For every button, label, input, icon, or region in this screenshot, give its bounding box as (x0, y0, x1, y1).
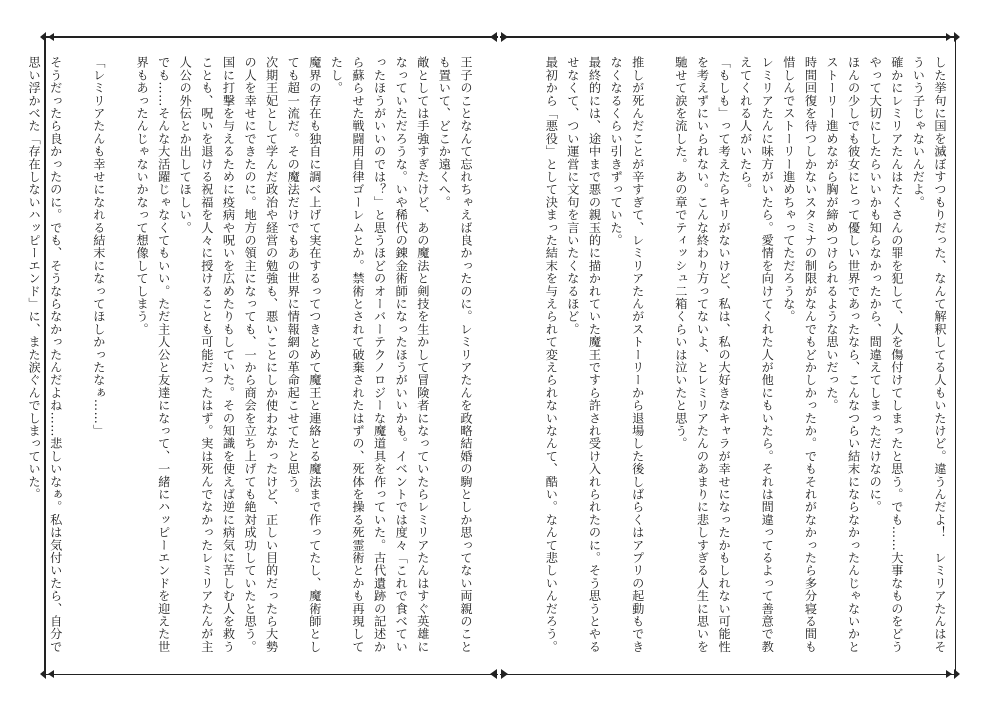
center-gutter (498, 36, 500, 675)
ornament-top-right-icon (940, 30, 962, 44)
left-paragraph-3: 魔界の存在も独自に調べ上げて実在するってつきとめて魔王と連絡とる魔法まで作ってたし、魔術師としても超一流だ。その魔法だけでもあの世界に情報網の革命起こせてたと思う。 (286, 56, 322, 653)
right-paragraph-1: した挙句に国を滅ぼすつもりだった、なんて解釈してる人もいたけど。違うんだよ！ レミリアたんはそういう子じゃないんだよ。 (911, 56, 947, 653)
right-paragraph-2: 確かにレミリアたんはたくさんの罪を犯して、人を傷付けてしまったと思う。でも……大事なものをどうやって大切にしたらいいかも知らなかったから、間違えてしまっただけなのに。 (868, 56, 904, 653)
ornament-bottom-center-icon (488, 667, 510, 681)
left-paragraph-6: でも……そんな大活躍じゃなくてもいい。ただ主人公と友達になって、一緒にハッピーエンドを迎えた世界もあったんじゃないかなって想像してしまう。 (135, 56, 171, 653)
right-paragraph-5: レミリアたんに味方がいたら。愛情を向けてくれた人が他にもいたら。それは間違ってるよって善意で教えてくれる人がいたら。 (738, 56, 775, 653)
frame-right-border (955, 36, 957, 675)
ornament-bottom-right-icon (940, 667, 962, 681)
left-paragraph-4: 次期王妃として学んだ政治や経営の勉強も、悪いことにしか使わなかったけど、正しい目的だったら大勢の人を幸せにできたのに。地方の領主になっても、一から商会を立ち上げても絶対成功していたと思う。 (243, 56, 279, 653)
left-paragraph-5: 国に打撃を与えるために疫病や呪いを広めたりもしていた。その知識を使えば逆に病気に苦しむ人を救うことも、呪いを退ける祝福を人々に授けることも可能だったはず。実は死んでなかったレミリアたんが主人公の外伝とか出してほしい。 (178, 56, 236, 653)
left-paragraph-2: 敵としては手強すぎたけど、あの魔法と剣技を生かして冒険者になっていたらレミリアたんはすぐ英雄になっていただろうな。いや稀代の錬金術師になったほうがいいかも。イベントでは度々「これで食べていったほうがいいのでは？」と思うほどのオーバーテクノロジーな魔道具を作っていた。古代遺跡の記述から蘇らせた戦闘用自律ゴーレムとか。禁術とされて破棄されたはずの、死体を操る死霊術とかも再現してたし。 (329, 56, 430, 653)
right-paragraph-8: 最終的には、途中まで悪の親玉的に描かれていた魔王ですら許され受け入れられたのに。そう思うとやるせなくて、つい運営に文句を言いたくなるほど。 (565, 56, 602, 653)
right-paragraph-7: 推しが死んだことが辛すぎて、レミリアたんがストーリーから退場した後しばらくはアプリの起動もできなくなるくらい引きずっていた。 (609, 56, 645, 653)
ornament-bottom-left-icon (38, 667, 60, 681)
right-paragraph-6: 「もしも」って考えたらキリがないけど、私は、私の大好きなキャラが幸せになったかもしれない可能性を考えずにいられない。こんな終わり方ってないよ、とレミリアたんのあまりに悲しすぎる人生に思いを馳せて涙を流した。あの章でティッシュ二箱くらいは泣いたと思う。 (673, 56, 732, 653)
left-paragraph-8: そうだったら良かったのに。でも、そうならなかったんだよね……悲しいなぁ。私は気付いたら、自分で思い浮かべた「存在しないハッピーエンド」に、また涙ぐんでしまっていた。 (27, 56, 63, 653)
left-paragraph-1: 王子のことなんて忘れちゃえば良かったのに。レミリアたんを政略結婚の駒としか思ってない両親のことも置いて、どこか遠くへ。 (437, 56, 473, 653)
left-page-text (27, 56, 476, 656)
right-page-text (544, 56, 950, 656)
ornament-top-left-icon (38, 30, 60, 44)
ornament-top-center-icon (488, 30, 510, 44)
right-paragraph-4: 時間回復を待つしかないスタミナの制限がなんでもどかしかったか。でもそれがなかったら多分寝る間も惜しんでストーリー進めちゃってただろうな。 (781, 56, 818, 653)
right-paragraph-9: 最初から「悪役」として決まった結末を与えられて変えられないなんて、酷い。なんて悲しいんだろう。 (544, 56, 559, 653)
left-paragraph-7: 「レミリアたんも幸せになれる結末になってほしかったなぁ……」 (91, 56, 106, 437)
right-paragraph-3: ほんの少しでも彼女にとって優しい世界であったなら、こんなつらい結末にならなかったんじゃないかとストーリー進めながら胸が締めつけられるような思いだった。 (825, 56, 861, 653)
